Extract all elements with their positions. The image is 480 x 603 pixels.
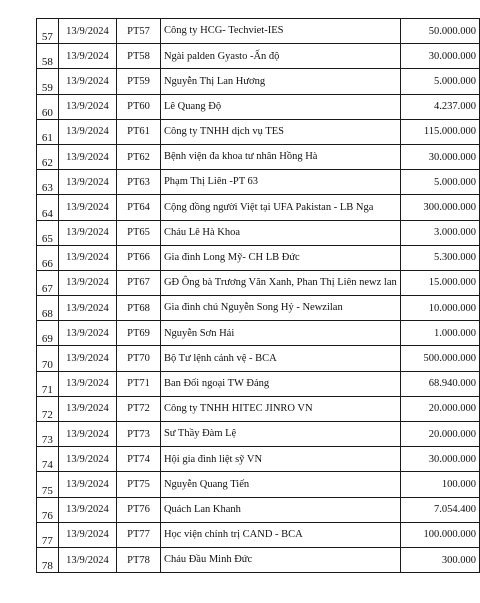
row-date: 13/9/2024 [58,296,116,321]
row-number: 66 [37,245,59,270]
row-date: 13/9/2024 [58,170,116,195]
row-receipt-code: PT66 [117,245,161,270]
row-number: 77 [37,522,59,547]
row-date: 13/9/2024 [58,44,116,69]
row-donor-name: GĐ Ông bà Trương Văn Xanh, Phan Thị Liên newz lan [160,270,400,295]
row-donor-name: Gia đình Long Mỹ- CH LB Đức [160,245,400,270]
row-date: 13/9/2024 [58,144,116,169]
row-receipt-code: PT77 [117,522,161,547]
row-date: 13/9/2024 [58,522,116,547]
row-date: 13/9/2024 [58,321,116,346]
row-number: 73 [37,422,59,447]
row-donor-name: Công ty TNHH HITEC JINRO VN [160,396,400,421]
row-donor-name: Gia đình chú Nguyễn Song Hỷ - Newzilan [160,296,400,321]
row-amount: 20.000.000 [400,422,479,447]
row-number: 68 [37,296,59,321]
row-donor-name: Bộ Tư lệnh cảnh vệ - BCA [160,346,400,371]
donation-table-body [37,19,480,573]
row-amount: 68.940.000 [400,371,479,396]
row-donor-name: Quách Lan Khanh [160,497,400,522]
row-donor-name: Bệnh viện đa khoa tư nhân Hồng Hà [160,144,400,169]
row-amount: 50.000.000 [400,19,479,44]
row-amount: 300.000 [400,547,479,572]
row-donor-name: Cộng đồng người Việt tại UFA Pakistan - LB Nga [160,195,400,220]
table-row [37,296,480,321]
row-date: 13/9/2024 [58,547,116,572]
row-receipt-code: PT67 [117,270,161,295]
row-date: 13/9/2024 [58,94,116,119]
row-donor-name: Nguyễn Sơn Hải [160,321,400,346]
table-row [37,396,480,421]
row-number: 71 [37,371,59,396]
row-amount: 100.000 [400,472,479,497]
row-date: 13/9/2024 [58,346,116,371]
table-row [37,69,480,94]
row-receipt-code: PT62 [117,144,161,169]
row-receipt-code: PT75 [117,472,161,497]
row-receipt-code: PT61 [117,119,161,144]
row-amount: 5.300.000 [400,245,479,270]
row-date: 13/9/2024 [58,245,116,270]
row-amount: 1.000.000 [400,321,479,346]
row-number: 76 [37,497,59,522]
row-donor-name: Học viện chính trị CAND - BCA [160,522,400,547]
row-donor-name: Nguyễn Quang Tiến [160,472,400,497]
row-date: 13/9/2024 [58,119,116,144]
row-receipt-code: PT63 [117,170,161,195]
row-amount: 20.000.000 [400,396,479,421]
table-row [37,497,480,522]
row-receipt-code: PT73 [117,422,161,447]
row-receipt-code: PT57 [117,19,161,44]
table-row [37,321,480,346]
table-row [37,220,480,245]
row-receipt-code: PT64 [117,195,161,220]
row-date: 13/9/2024 [58,19,116,44]
table-row [37,270,480,295]
row-date: 13/9/2024 [58,69,116,94]
row-receipt-code: PT74 [117,447,161,472]
row-donor-name: Ngài palden Gyasto -Ấn độ [160,44,400,69]
row-receipt-code: PT65 [117,220,161,245]
row-number: 63 [37,170,59,195]
row-amount: 5.000.000 [400,69,479,94]
row-number: 59 [37,69,59,94]
row-number: 64 [37,195,59,220]
row-amount: 4.237.000 [400,94,479,119]
row-date: 13/9/2024 [58,220,116,245]
row-receipt-code: PT68 [117,296,161,321]
table-row [37,94,480,119]
table-row [37,447,480,472]
table-row [37,371,480,396]
row-amount: 30.000.000 [400,144,479,169]
row-date: 13/9/2024 [58,396,116,421]
donation-table [36,18,480,573]
row-receipt-code: PT69 [117,321,161,346]
row-number: 58 [37,44,59,69]
row-date: 13/9/2024 [58,497,116,522]
row-donor-name: Phạm Thị Liên -PT 63 [160,170,400,195]
table-row [37,119,480,144]
table-row [37,170,480,195]
table-row [37,547,480,572]
row-donor-name: Lê Quang Độ [160,94,400,119]
row-donor-name: Nguyễn Thị Lan Hương [160,69,400,94]
row-donor-name: Công ty TNHH dịch vụ TES [160,119,400,144]
table-row [37,19,480,44]
row-donor-name: Cháu Lê Hà Khoa [160,220,400,245]
table-row [37,346,480,371]
table-row [37,195,480,220]
table-row [37,522,480,547]
row-date: 13/9/2024 [58,472,116,497]
row-receipt-code: PT59 [117,69,161,94]
row-date: 13/9/2024 [58,447,116,472]
row-donor-name: Sư Thầy Đàm Lệ [160,422,400,447]
row-amount: 115.000.000 [400,119,479,144]
row-donor-name: Cháu Đầu Minh Đức [160,547,400,572]
row-amount: 30.000.000 [400,447,479,472]
row-number: 69 [37,321,59,346]
row-amount: 30.000.000 [400,44,479,69]
row-number: 61 [37,119,59,144]
row-amount: 15.000.000 [400,270,479,295]
row-amount: 3.000.000 [400,220,479,245]
row-amount: 300.000.000 [400,195,479,220]
row-amount: 100.000.000 [400,522,479,547]
row-number: 57 [37,19,59,44]
row-date: 13/9/2024 [58,422,116,447]
table-row [37,422,480,447]
table-row [37,472,480,497]
row-receipt-code: PT60 [117,94,161,119]
table-row [37,245,480,270]
row-amount: 5.000.000 [400,170,479,195]
row-receipt-code: PT78 [117,547,161,572]
row-donor-name: Hội gia đình liệt sỹ VN [160,447,400,472]
row-receipt-code: PT70 [117,346,161,371]
row-number: 70 [37,346,59,371]
row-donor-name: Công ty HCG- Techviet-IES [160,19,400,44]
row-number: 65 [37,220,59,245]
row-date: 13/9/2024 [58,195,116,220]
row-number: 74 [37,447,59,472]
row-receipt-code: PT72 [117,396,161,421]
table-row [37,44,480,69]
row-number: 78 [37,547,59,572]
row-receipt-code: PT76 [117,497,161,522]
row-number: 60 [37,94,59,119]
row-donor-name: Ban Đối ngoại TW Đảng [160,371,400,396]
row-date: 13/9/2024 [58,371,116,396]
row-date: 13/9/2024 [58,270,116,295]
row-number: 62 [37,144,59,169]
row-number: 72 [37,396,59,421]
row-amount: 10.000.000 [400,296,479,321]
row-receipt-code: PT58 [117,44,161,69]
row-receipt-code: PT71 [117,371,161,396]
row-amount: 500.000.000 [400,346,479,371]
table-row [37,144,480,169]
row-number: 75 [37,472,59,497]
row-number: 67 [37,270,59,295]
row-amount: 7.054.400 [400,497,479,522]
